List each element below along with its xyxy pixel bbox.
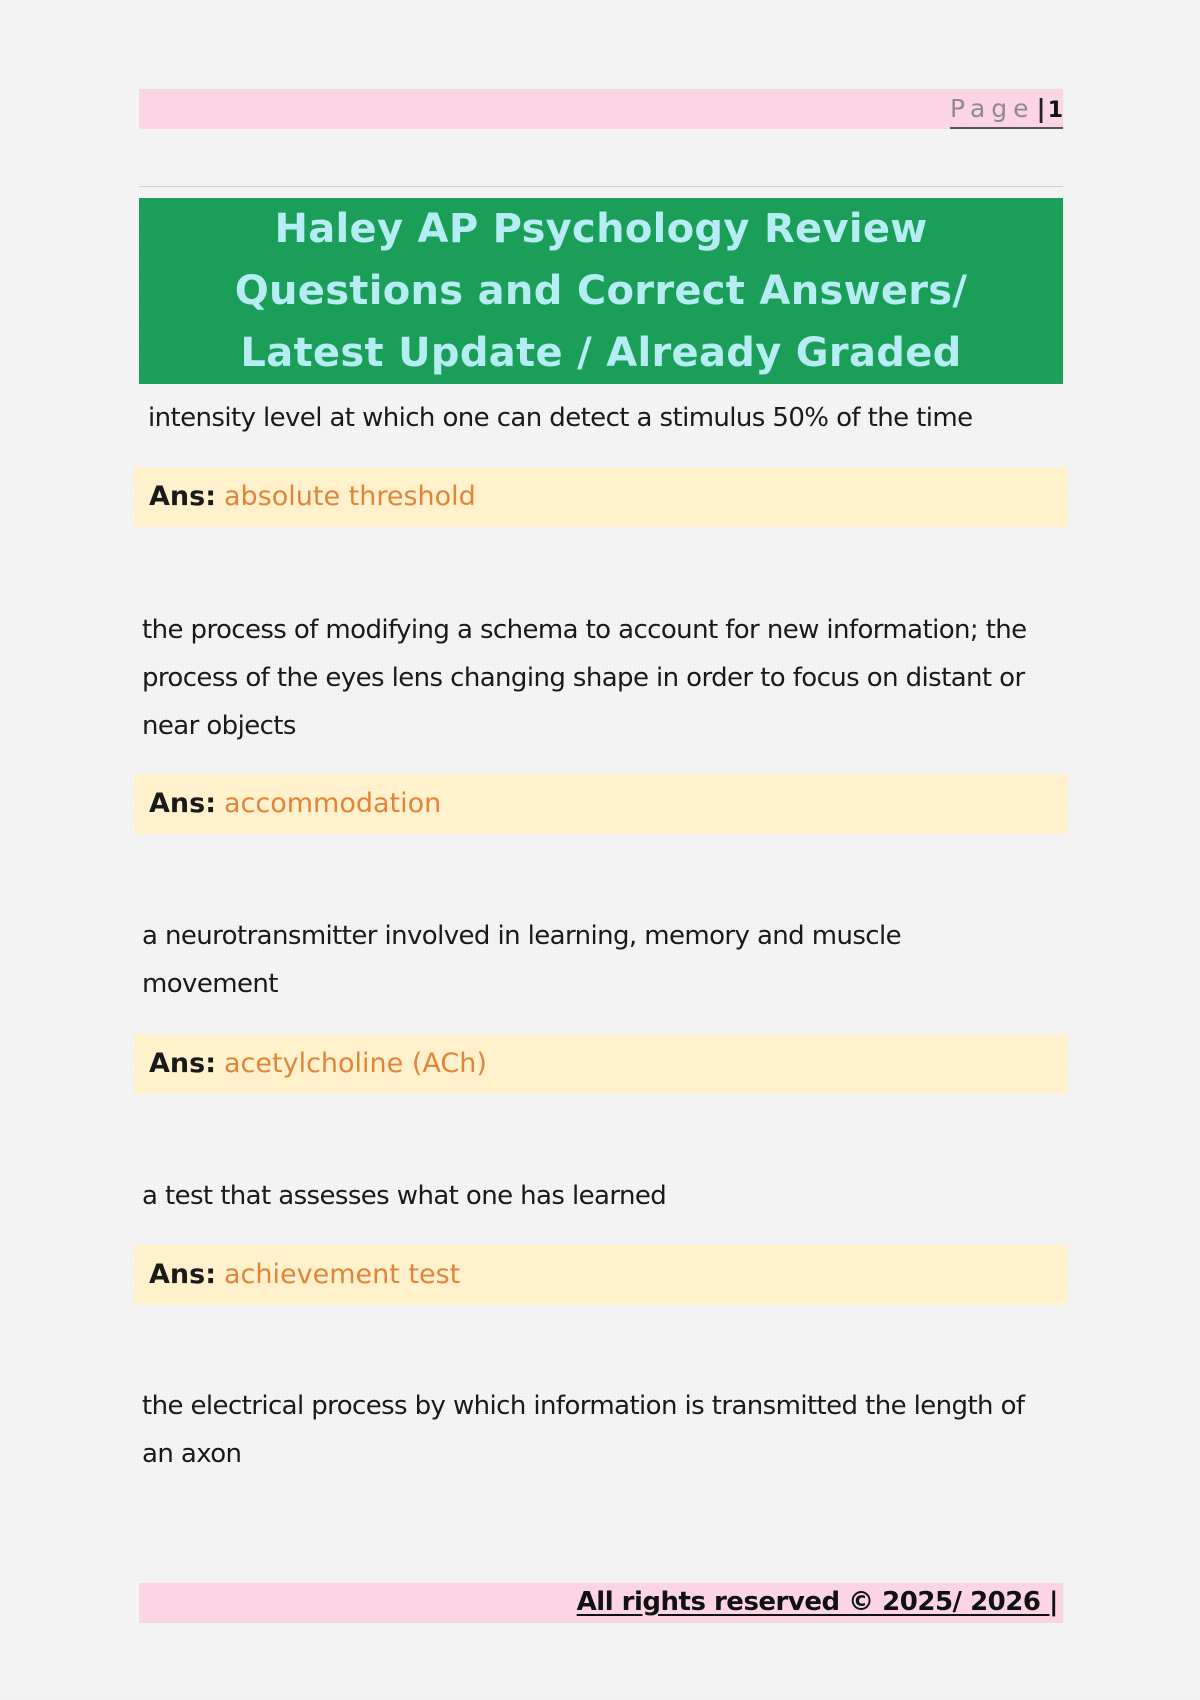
- answer-text: achievement test: [224, 1259, 461, 1290]
- answer-label: Ans:: [149, 788, 216, 819]
- question-text: the electrical process by which information is transmitted the length of an axon: [142, 1391, 1025, 1469]
- answer-text: acetylcholine (ACh): [224, 1048, 487, 1079]
- document-title: Haley AP Psychology Review Questions and Correct Answers/ Latest Update / Already Graded: [139, 198, 1063, 384]
- answer-text: accommodation: [224, 788, 442, 819]
- answer-label: Ans:: [149, 1259, 216, 1290]
- page-number-label: [950, 93, 1063, 129]
- answer-label: Ans:: [149, 481, 216, 512]
- answer-text: absolute threshold: [224, 481, 476, 512]
- answer-band: [134, 467, 1068, 527]
- question-text: a neurotransmitter involved in learning, memory and muscle movement: [142, 921, 901, 999]
- answer-band: [134, 774, 1068, 834]
- page-footer-band: [139, 1583, 1063, 1623]
- answer-label: Ans:: [149, 1048, 216, 1079]
- page-separator: |: [1036, 94, 1046, 123]
- page-number: 1: [1047, 98, 1063, 123]
- page-word: Page: [950, 94, 1035, 123]
- question-text: intensity level at which one can detect a stimulus 50% of the time: [148, 403, 973, 433]
- page-header-band: [139, 89, 1063, 129]
- answer-band: [134, 1034, 1068, 1094]
- copyright-notice: All rights reserved © 2025/ 2026 |: [576, 1587, 1058, 1617]
- answer-band: [134, 1245, 1068, 1305]
- question-text: a test that assesses what one has learned: [142, 1181, 667, 1211]
- header-divider: [139, 186, 1063, 187]
- question-text: the process of modifying a schema to account for new information; the process of the eyes lens changing shape in order to focus on distant or near objects: [142, 615, 1027, 741]
